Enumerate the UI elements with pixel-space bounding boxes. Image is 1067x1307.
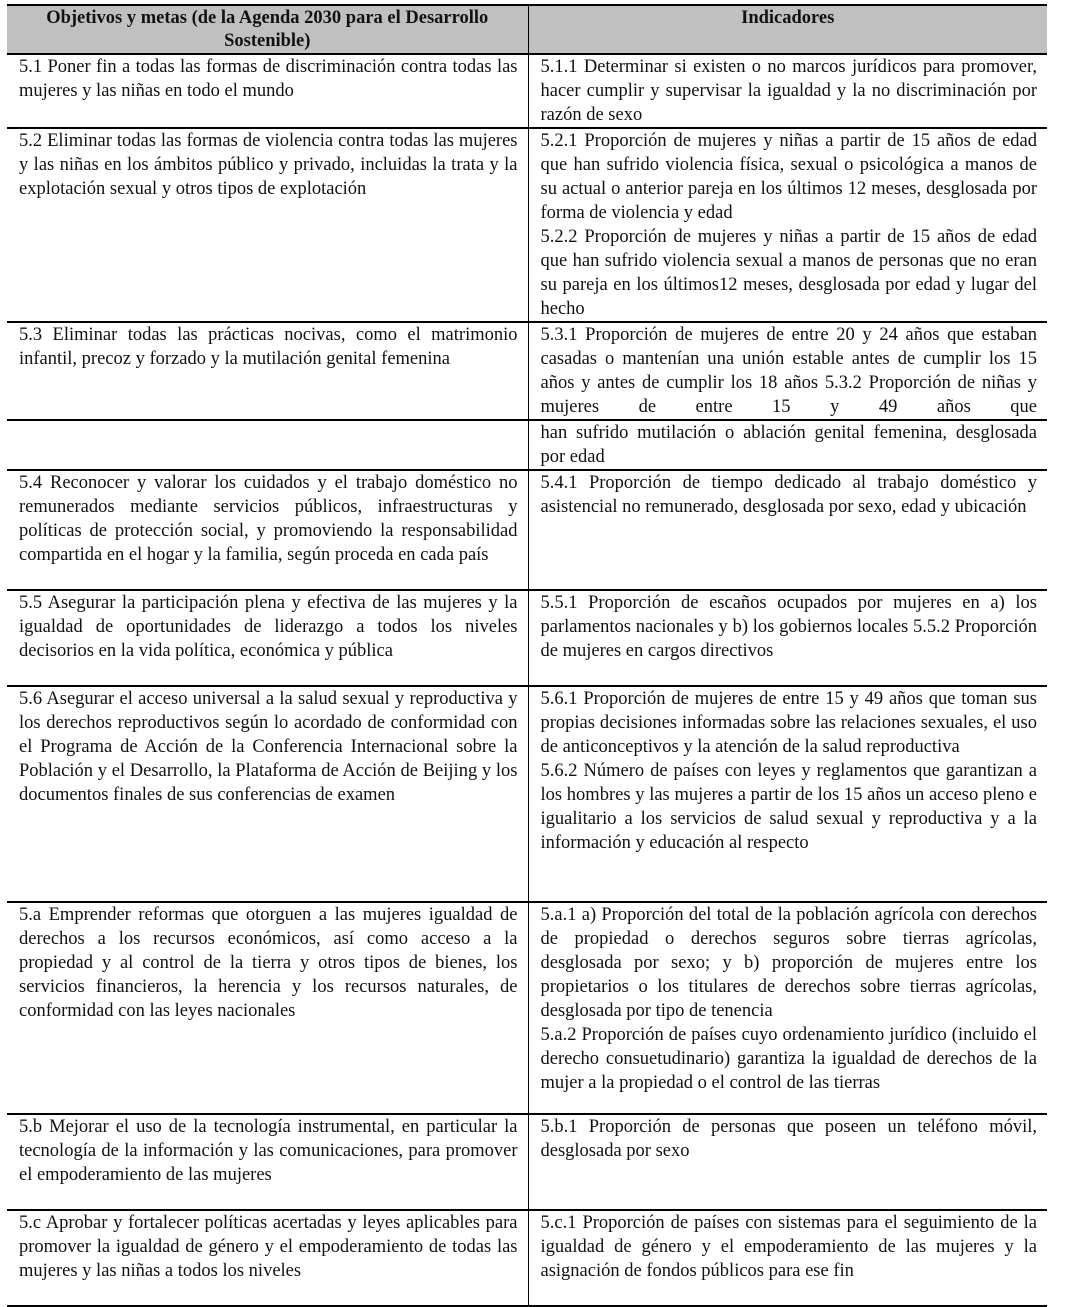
indicator-text: 5.a.2 Proporción de países cuyo ordenamiento jurídico (incluido el derecho consuetudinario) garantiza la igualdad de derechos de la mujer a la propiedad o el control de las tierras <box>540 1025 1037 1093</box>
table-row <box>7 54 1047 128</box>
indicator-text: 5.2.1 Proporción de mujeres y niñas a partir de 15 años de edad que han sufrido violencia física, sexual o psicológica a manos de su actual o anterior pareja en los últimos 12 meses, desglosada por forma de violencia y edad <box>540 131 1037 223</box>
indicator-text: han sufrido mutilación o ablación genital femenina, desglosada por edad <box>540 423 1037 467</box>
indicator-text: 5.5.1 Proporción de escaños ocupados por mujeres en a) los parlamentos nacionales y b) los gobiernos locales 5.5.2 Proporción de mujeres en cargos directivos <box>540 593 1037 661</box>
table-row <box>7 902 1047 1114</box>
indicator-cell <box>528 322 1047 420</box>
indicator-cell <box>528 470 1047 590</box>
table-row <box>7 322 1047 420</box>
indicator-text: 5.4.1 Proporción de tiempo dedicado al trabajo doméstico y asistencial no remunerado, desglosada por sexo, edad y ubicación <box>540 473 1037 517</box>
indicator-cell <box>528 902 1047 1114</box>
goal-cell: 5.2 Eliminar todas las formas de violencia contra todas las mujeres y las niñas en los ámbitos público y privado, incluidas la trata y la explotación sexual y otros tipos de explotación <box>7 128 528 322</box>
indicator-cell <box>528 1210 1047 1306</box>
indicator-text: 5.6.2 Número de países con leyes y reglamentos que garantizan a los hombres y las mujeres a partir de los 15 años un acceso pleno e igualitario a los servicios de salud sexual y reproductiva y a la información y educación al respecto <box>540 761 1037 853</box>
table-row <box>7 590 1047 686</box>
indicator-text: 5.a.1 a) Proporción del total de la población agrícola con derechos de propiedad o derechos seguros sobre tierras agrícolas, desglosada por sexo; y b) proporción de mujeres entre los propietarios o los titulares de derechos sobre tierras agrícolas, desglosada por tipo de tenencia <box>540 905 1037 1021</box>
goal-cell: 5.5 Asegurar la participación plena y efectiva de las mujeres y la igualdad de oportunidades de liderazgo a todos los niveles decisorios en la vida política, económica y pública <box>7 590 528 686</box>
sdg5-goals-indicators-table <box>7 4 1047 1307</box>
indicator-cell <box>528 420 1047 470</box>
indicator-cell <box>528 686 1047 902</box>
indicator-text: 5.c.1 Proporción de países con sistemas para el seguimiento de la igualdad de género y el empoderamiento de las mujeres y la asignación de fondos públicos para ese fin <box>540 1213 1037 1281</box>
indicator-text: 5.b.1 Proporción de personas que poseen un teléfono móvil, desglosada por sexo <box>540 1117 1037 1161</box>
table-header-row <box>7 5 1047 54</box>
indicator-text: 5.2.2 Proporción de mujeres y niñas a partir de 15 años de edad que han sufrido violencia sexual a manos de personas que no eran su pareja en los últimos12 meses, desglosada por edad y lugar del hecho <box>540 227 1037 319</box>
table-row <box>7 128 1047 322</box>
goal-cell: 5.3 Eliminar todas las prácticas nocivas, como el matrimonio infantil, precoz y forzado y la mutilación genital femenina <box>7 322 528 420</box>
goal-cell: 5.b Mejorar el uso de la tecnología instrumental, en particular la tecnología de la información y las comunicaciones, para promover el empoderamiento de las mujeres <box>7 1114 528 1210</box>
goal-cell: 5.6 Asegurar el acceso universal a la salud sexual y reproductiva y los derechos reproductivos según lo acordado de conformidad con el Programa de Acción de la Conferencia Internacional sobre la Población y el Desarrollo, la Plataforma de Acción de Beijing y los documentos finales de sus conferencias de examen <box>7 686 528 902</box>
table-row <box>7 686 1047 902</box>
column-header-indicators: Indicadores <box>528 5 1047 54</box>
column-header-goals: Objetivos y metas (de la Agenda 2030 para el Desarrollo Sostenible) <box>7 5 528 54</box>
indicator-text: 5.6.1 Proporción de mujeres de entre 15 y 49 años que toman sus propias decisiones informadas sobre las relaciones sexuales, el uso de anticonceptivos y la atención de la salud reproductiva <box>540 689 1037 757</box>
table-row <box>7 1210 1047 1306</box>
indicator-cell <box>528 1114 1047 1210</box>
goal-cell: 5.c Aprobar y fortalecer políticas acertadas y leyes aplicables para promover la igualdad de género y el empoderamiento de todas las mujeres y las niñas a todos los niveles <box>7 1210 528 1306</box>
indicator-cell <box>528 128 1047 322</box>
indicator-cell <box>528 54 1047 128</box>
goal-cell: 5.4 Reconocer y valorar los cuidados y el trabajo doméstico no remunerados mediante servicios públicos, infraestructuras y políticas de protección social, y promoviendo la responsabilidad compartida en el hogar y la familia, según proceda en cada país <box>7 470 528 590</box>
table-row <box>7 1114 1047 1210</box>
goal-cell: 5.1 Poner fin a todas las formas de discriminación contra todas las mujeres y las niñas en todo el mundo <box>7 54 528 128</box>
indicator-text: 5.1.1 Determinar si existen o no marcos jurídicos para promover, hacer cumplir y supervisar la igualdad y la no discriminación por razón de sexo <box>540 57 1037 125</box>
indicator-text: 5.3.1 Proporción de mujeres de entre 20 y 24 años que estaban casadas o mantenían una unión estable antes de cumplir los 15 años y antes de cumplir los 18 años 5.3.2 Proporción de niñas y mujeres de entre 15 y 49 años que <box>540 325 1037 417</box>
goal-cell-empty <box>7 420 528 470</box>
table-row <box>7 470 1047 590</box>
table-row <box>7 420 1047 470</box>
goal-cell: 5.a Emprender reformas que otorguen a las mujeres igualdad de derechos a los recursos económicos, así como acceso a la propiedad y al control de la tierra y otros tipos de bienes, los servicios financieros, la herencia y los recursos naturales, de conformidad con las leyes nacionales <box>7 902 528 1114</box>
indicator-cell <box>528 590 1047 686</box>
